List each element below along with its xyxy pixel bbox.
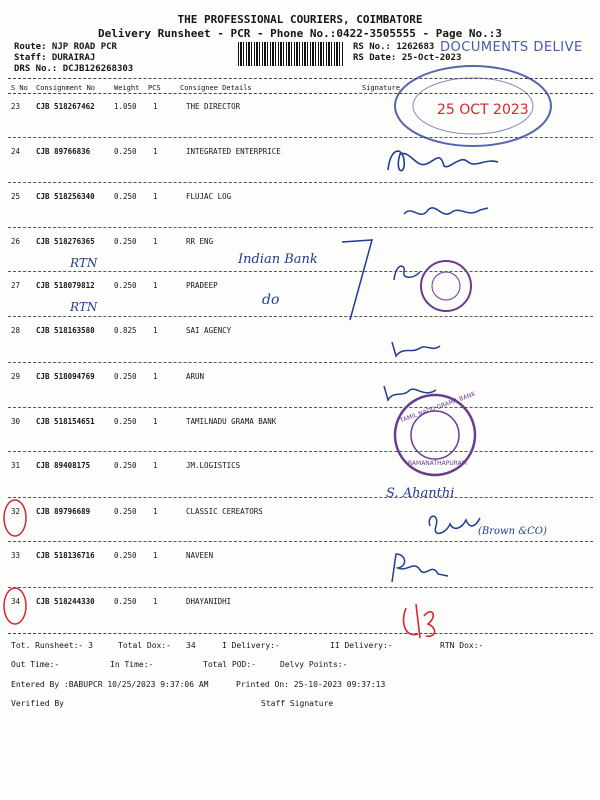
signature-32 xyxy=(424,508,484,542)
table-row: 32 CJB 89796689 0.250 1 CLASSIC CEREATORS xyxy=(0,507,600,551)
staff-label: Staff: DURAIRAJ xyxy=(14,53,96,63)
signature-24 xyxy=(380,140,520,182)
i-delivery: I Delivery:- xyxy=(222,641,280,650)
col-consignee: Consignee Details xyxy=(180,84,252,92)
route-label: Route: NJP ROAD PCR xyxy=(14,42,117,52)
rtn-dox: RTN Dox:- xyxy=(440,641,484,650)
handwritten-rtn-2: RTN xyxy=(70,300,98,314)
table-row: 26 CJB 518276365 0.250 1 RR ENG xyxy=(0,237,600,281)
rs-date: RS Date: 25-Oct-2023 xyxy=(353,53,462,63)
signature-29 xyxy=(380,380,440,404)
signature-32-note: (Brown &CO) xyxy=(478,526,547,537)
in-time: In Time:- xyxy=(110,660,154,669)
drs-number: DRS No.: DCJB126268303 xyxy=(14,64,134,74)
footer-divider xyxy=(8,633,593,634)
signature-28 xyxy=(388,336,444,360)
table-row: 31 CJB 89408175 0.250 1 JM.LOGISTICS xyxy=(0,461,600,505)
table-row: 23 CJB 518267462 1.050 1 THE DIRECTOR xyxy=(11,102,241,111)
col-signature: Signature xyxy=(362,84,400,92)
signature-26 xyxy=(390,258,424,286)
table-row: 25 CJB 518256340 0.250 1 FLUJAC LOG xyxy=(0,192,600,236)
round-seal xyxy=(418,258,474,314)
bracket-mark xyxy=(336,236,386,326)
printed-on: Printed On: 25-10-2023 09:37:13 xyxy=(236,680,386,689)
entered-by: Entered By :BABUPCR 10/25/2023 9:37:06 AM xyxy=(11,680,209,689)
table-row: 30 CJB 518154651 0.250 1 TAMILNADU GRAMA BANK xyxy=(0,417,600,461)
delvy-points: Delvy Points:- xyxy=(280,660,348,669)
col-sno: S No xyxy=(11,84,28,92)
signature-31: S. Ahanthi xyxy=(386,486,455,501)
table-row: 34 CJB 518244330 0.250 1 DHAYANIDHI xyxy=(0,597,600,641)
bank-seal-bottom-text: RAMANATHAPURAM xyxy=(408,460,467,467)
table-row: 28 CJB 518163580 0.825 1 SAI AGENCY xyxy=(0,326,600,370)
bank-seal-text: TAMIL NADU GRAMA BANK xyxy=(399,390,477,425)
signature-25 xyxy=(398,196,494,226)
ii-delivery: II Delivery:- xyxy=(330,641,393,650)
handwritten-rtn-1: RTN xyxy=(70,256,98,270)
rs-number: RS No.: 1262683 xyxy=(353,42,435,52)
runsheet-title: THE PROFESSIONAL COURIERS, COIMBATORE xyxy=(177,13,423,26)
tot-runsheet: Tot. Runsheet:- 3 xyxy=(11,641,93,650)
table-row: 33 CJB 518136716 0.250 1 NAVEEN xyxy=(0,551,600,595)
total-dox-value: 34 xyxy=(186,641,196,650)
red-circle-mark-32 xyxy=(2,498,28,538)
col-pcs: PCS xyxy=(148,84,161,92)
table-row: 29 CJB 518094769 0.250 1 ARUN xyxy=(0,372,600,416)
total-dox-label: Total Dox:- xyxy=(118,641,171,650)
table-row: 27 CJB 518079812 0.250 1 PRADEEP xyxy=(0,281,600,325)
col-consignment: Consignment No xyxy=(36,84,96,92)
verified-by: Verified By xyxy=(11,699,64,708)
out-time: Out Time:- xyxy=(11,660,60,669)
handwritten-bank-note: Indian Bank xyxy=(238,252,318,267)
col-weight: Weight xyxy=(114,84,140,92)
staff-signature: Staff Signature xyxy=(261,699,334,708)
barcode xyxy=(238,42,344,66)
red-circle-mark-34 xyxy=(2,586,28,626)
runsheet-subtitle: Delivery Runsheet - PCR - Phone No.:0422-3505555 - Page No.:3 xyxy=(98,27,502,40)
table-row: 24 CJB 89766836 0.250 1 INTEGRATED ENTERPRICE xyxy=(0,147,600,191)
total-pod: Total POD:- xyxy=(203,660,256,669)
documents-delivered-stamp: DOCUMENTS DELIVE xyxy=(440,40,583,55)
date-stamp: 25 OCT 2023 xyxy=(437,102,529,118)
signature-34 xyxy=(398,598,444,642)
signature-33 xyxy=(386,548,456,588)
handwritten-do-note: do xyxy=(262,292,280,308)
